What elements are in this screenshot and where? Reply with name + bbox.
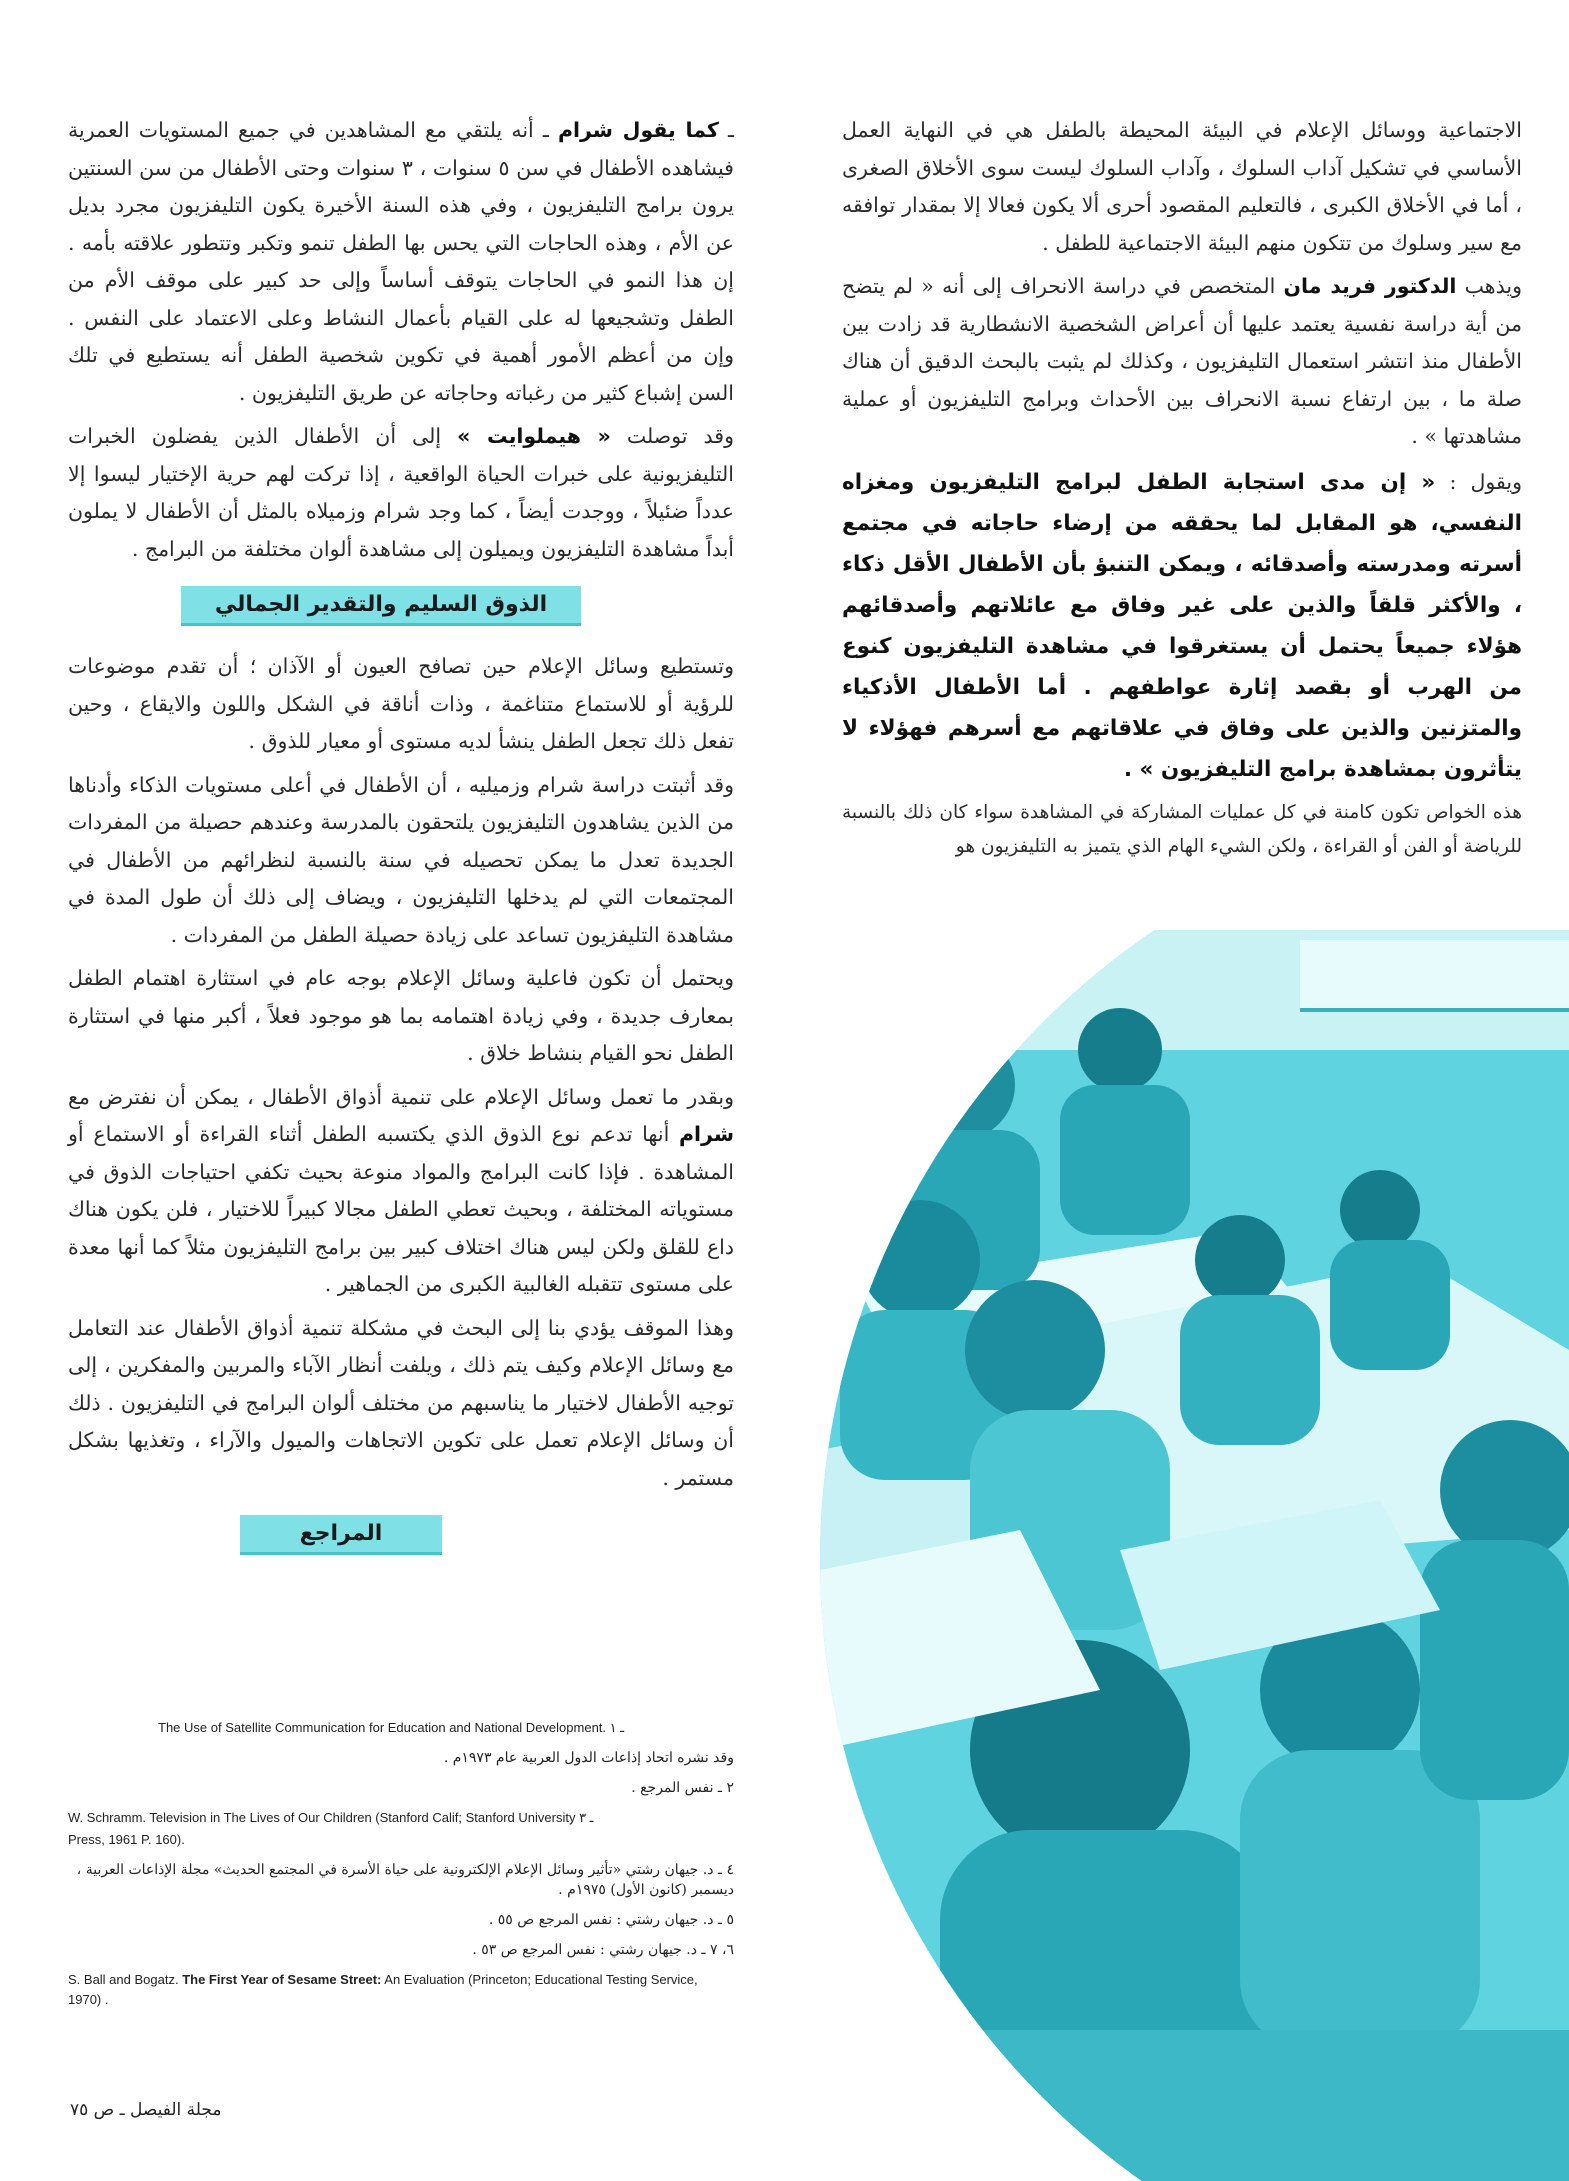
name-emphasis: شرام xyxy=(679,1122,734,1146)
reference-item: The Use of Satellite Communication for Education and National Development. ـ ١ xyxy=(158,1720,625,1735)
reference-item: W. Schramm. Television in The Lives of Our Children (Stanford Calif; Stanford University ـ ٣ xyxy=(68,1810,594,1825)
paragraph: وهذا الموقف يؤدي بنا إلى البحث في مشكلة تنمية أذواق الأطفال عند التعامل مع وسائل الإعلام وكيف يتم ذلك ، ويلفت أنظار الآباء والمربين والمفكرين ، إلى توجيه الأطفال لاختيار ما يناسبهم من مختلف ألوان البرامج في التليفزيون . ذلك أن وسائل الإعلام تعمل على تكوين الاتجاهات والميول والآراء ، وتغذيها بشكل مستمر . xyxy=(68,1315,734,1490)
reference-item: S. Ball and Bogatz. The First Year of Sesame Street: An Evaluation (Princeton; Educational Testing Service, 1970) . xyxy=(68,1972,698,2007)
paragraph: الاجتماعية ووسائل الإعلام في البيئة المحيطة بالطفل هي في النهاية العمل الأساسي في تشكيل آداب السلوك ، وآداب السلوك ليست سوى الأخلاق الصغرى ، أما في الأخلاق الكبرى ، فالتعليم المقصود أحرى ألا يكون فعالا إلا بمقدار توافقه مع سير وسلوك من تتكون منهم البيئة الاجتماعية للطفل . xyxy=(842,118,1522,255)
reference-item: ٦، ٧ ـ د. جيهان رشتي : نفس المرجع ص ٥٣ . xyxy=(472,1942,734,1958)
page-footer: مجلة الفيصل ـ ص ٧٥ xyxy=(70,2100,222,2120)
reference-item-continued: Press, 1961 P. 160). xyxy=(68,1832,185,1847)
section-heading-wrap xyxy=(68,574,694,648)
name-emphasis: الدكتور فريد مان xyxy=(1283,274,1457,298)
section-heading: الذوق السليم والتقدير الجمالي xyxy=(181,586,581,626)
paragraph: ـ كما يقول شرام ـ أنه يلتقي مع المشاهدين في جميع المستويات العمرية فيشاهده الأطفال في سن ٥ سنوات ، ٣ سنوات وحتى الأطفال من سن السنتين يرون برامج التليفزيون ، وفي هذه السنة الأخيرة يكون التليفزيون مجرد بديل عن الأم ، وهذه الحاجات التي يحس بها الطفل تنمو وتكبر وتتطور علاقته بأمه . إن هذا النمو في الحاجات يتوقف أساساً وإلى حد كبير على موقف الأم من الطفل وتشجيعها له على القيام بأعمال النشاط وعلى الاعتماد على النفس . وإن من أعظم الأمور أهمية في تكوين شخصية الطفل أنه يستطيع في تلك السن إشباع كثير من رغباته وحاجاته عن طريق التليفزيون . xyxy=(68,118,734,405)
paragraph: وبقدر ما تعمل وسائل الإعلام على تنمية أذواق الأطفال ، يمكن أن نفترض مع شرام أنها تدعم نوع الذوق الذي يكتسبه الطفل أثناء القراءة أو الاستماع أو المشاهدة . فإذا كانت البرامج والمواد منوعة بحيث تكفي احتياجات الذوق في مستوياته المختلفة ، وبحيث تعطي الطفل مجالا كبيراً للاختيار ، فلن يكون هناك داع للقلق ولكن ليس هناك اختلاف كبير بين برامج التليفزيون مثلاً كما أنها معدة على مستوى تتقبله الغالبية الكبرى من الجماهير . xyxy=(68,1084,734,1296)
reference-item: ٥ ـ د. جيهان رشتي : نفس المرجع ص ٥٥ . xyxy=(488,1912,734,1928)
name-emphasis: كما يقول شرام xyxy=(557,118,719,142)
bold-quote: « إن مدى استجابة الطفل لبرامج التليفزيون ومغزاه النفسي، هو المقابل لما يحققه من إرضاء حاجاته في مجتمع أسرته ومدرسته وأصدقائه ، ويمكن التنبؤ بأن الأطفال الأقل ذكاء ، والأكثر قلقاً والذين على غير وفاق مع عائلاتهم وأصدقائهم هؤلاء جميعاً يحتمل أن يستغرقوا في مشاهدة التليفزيون كنوع من الهرب أو بقصد إثارة عواطفهم . أما الأطفال الأذكياء والمتزنين والذين على وفاق في علاقاتهم مع أسرهم فهؤلاء لا يتأثرون بمشاهدة برامج التليفزيون » . xyxy=(842,469,1522,782)
classroom-photo xyxy=(820,930,1569,2181)
references-list xyxy=(68,1718,734,2020)
reference-item: ٢ ـ نفس المرجع . xyxy=(631,1780,734,1796)
paragraph: وتستطيع وسائل الإعلام حين تصافح العيون أو الآذان ؛ أن تقدم موضوعات للرؤية أو للاستماع متناغمة ، وذات أناقة في الشكل واللون والايقاع ، وحين تفعل ذلك تجعل الطفل ينشأ لديه مستوى أو معيار للذوق . xyxy=(68,654,734,753)
paragraph: ويحتمل أن تكون فاعلية وسائل الإعلام بوجه عام في استثارة اهتمام الطفل بمعارف جديدة ، وفي زيادة اهتمامه بما هو موجود فعلاً ، أكبر منها في استثارة الطفل نحو القيام بنشاط خلاق . xyxy=(68,966,734,1065)
references-heading-wrap xyxy=(68,1503,614,1577)
paragraph: وقد أثبتت دراسة شرام وزميليه ، أن الأطفال في أعلى مستويات الذكاء وأدناها من الذين يشاهدون التليفزيون يلتحقون بالمدرسة وعندهم حصيلة من المفردات الجديدة تعدل ما يمكن تحصيله في سنة بالنسبة لنظرائهم من الأطفال في المجتمعات التي لم يدخلها التليفزيون ، ويضاف إلى ذلك أن طول المدة في مشاهدة التليفزيون تساعد على زيادة حصيلة الطفل من المفردات . xyxy=(68,772,734,947)
left-column xyxy=(68,112,734,1577)
right-column xyxy=(842,112,1522,870)
reference-item: وقد نشره اتحاد إذاعات الدول العربية عام ١٩٧٣م . xyxy=(443,1750,734,1766)
paragraph: هذه الخواص تكون كامنة في كل عمليات المشاركة في المشاهدة سواء كان ذلك بالنسبة للرياضة أو الفن أو القراءة ، ولكن الشيء الهام الذي يتميز به التليفزيون هو xyxy=(842,801,1522,857)
classroom-photo-image xyxy=(820,930,1569,2181)
reference-item: ٤ ـ د. جيهان رشتي «تأثير وسائل الإعلام الإلكترونية على حياة الأسرة في المجتمع الحديث» مجلة الإذاعات العربية ، ديسمبر (كانون الأول) ١٩٧٥م . xyxy=(76,1862,734,1898)
quote-paragraph: ويقول : « إن مدى استجابة الطفل لبرامج التليفزيون ومغزاه النفسي، هو المقابل لما يحققه من إرضاء حاجاته في مجتمع أسرته ومدرسته وأصدقائه ، ويمكن التنبؤ بأن الأطفال الأقل ذكاء ، والأكثر قلقاً والذين على غير وفاق مع عائلاتهم وأصدقائهم هؤلاء جميعاً يحتمل أن يستغرقوا في مشاهدة التليفزيون كنوع من الهرب أو بقصد إثارة عواطفهم . أما الأطفال الأذكياء والمتزنين والذين على وفاق في علاقاتهم مع أسرهم فهؤلاء لا يتأثرون بمشاهدة برامج التليفزيون » . xyxy=(842,469,1522,782)
paragraph: ويذهب الدكتور فريد مان المتخصص في دراسة الانحراف إلى أنه « لم يتضح من أية دراسة نفسية يعتمد عليها أن أعراض الشخصية الانشطارية قد زادت بين الأطفال منذ انتشر استعمال التليفزيون ، وكذلك لم يثبت بالبحث الدقيق أن هناك صلة ما ، بين ارتفاع نسبة الانحراف بين الأحداث وبرامج التليفزيون أو عملية مشاهدتها » . xyxy=(842,274,1522,448)
name-emphasis: « هيملوايت » xyxy=(457,424,611,448)
references-heading: المراجع xyxy=(240,1515,443,1555)
paragraph: وقد توصلت « هيملوايت » إلى أن الأطفال الذين يفضلون الخبرات التليفزيونية على خبرات الحياة الواقعية ، إذا تركت لهم حرية الإختيار ليسوا إلا عدداً ضئيلاً ، ووجدت أيضاً ، كما وجد شرام وزميلاه بالمثل أن الأطفال لا يملون أبداً مشاهدة التليفزيون ويميلون إلى مشاهدة ألوان مختلفة من البرامج . xyxy=(68,424,734,561)
